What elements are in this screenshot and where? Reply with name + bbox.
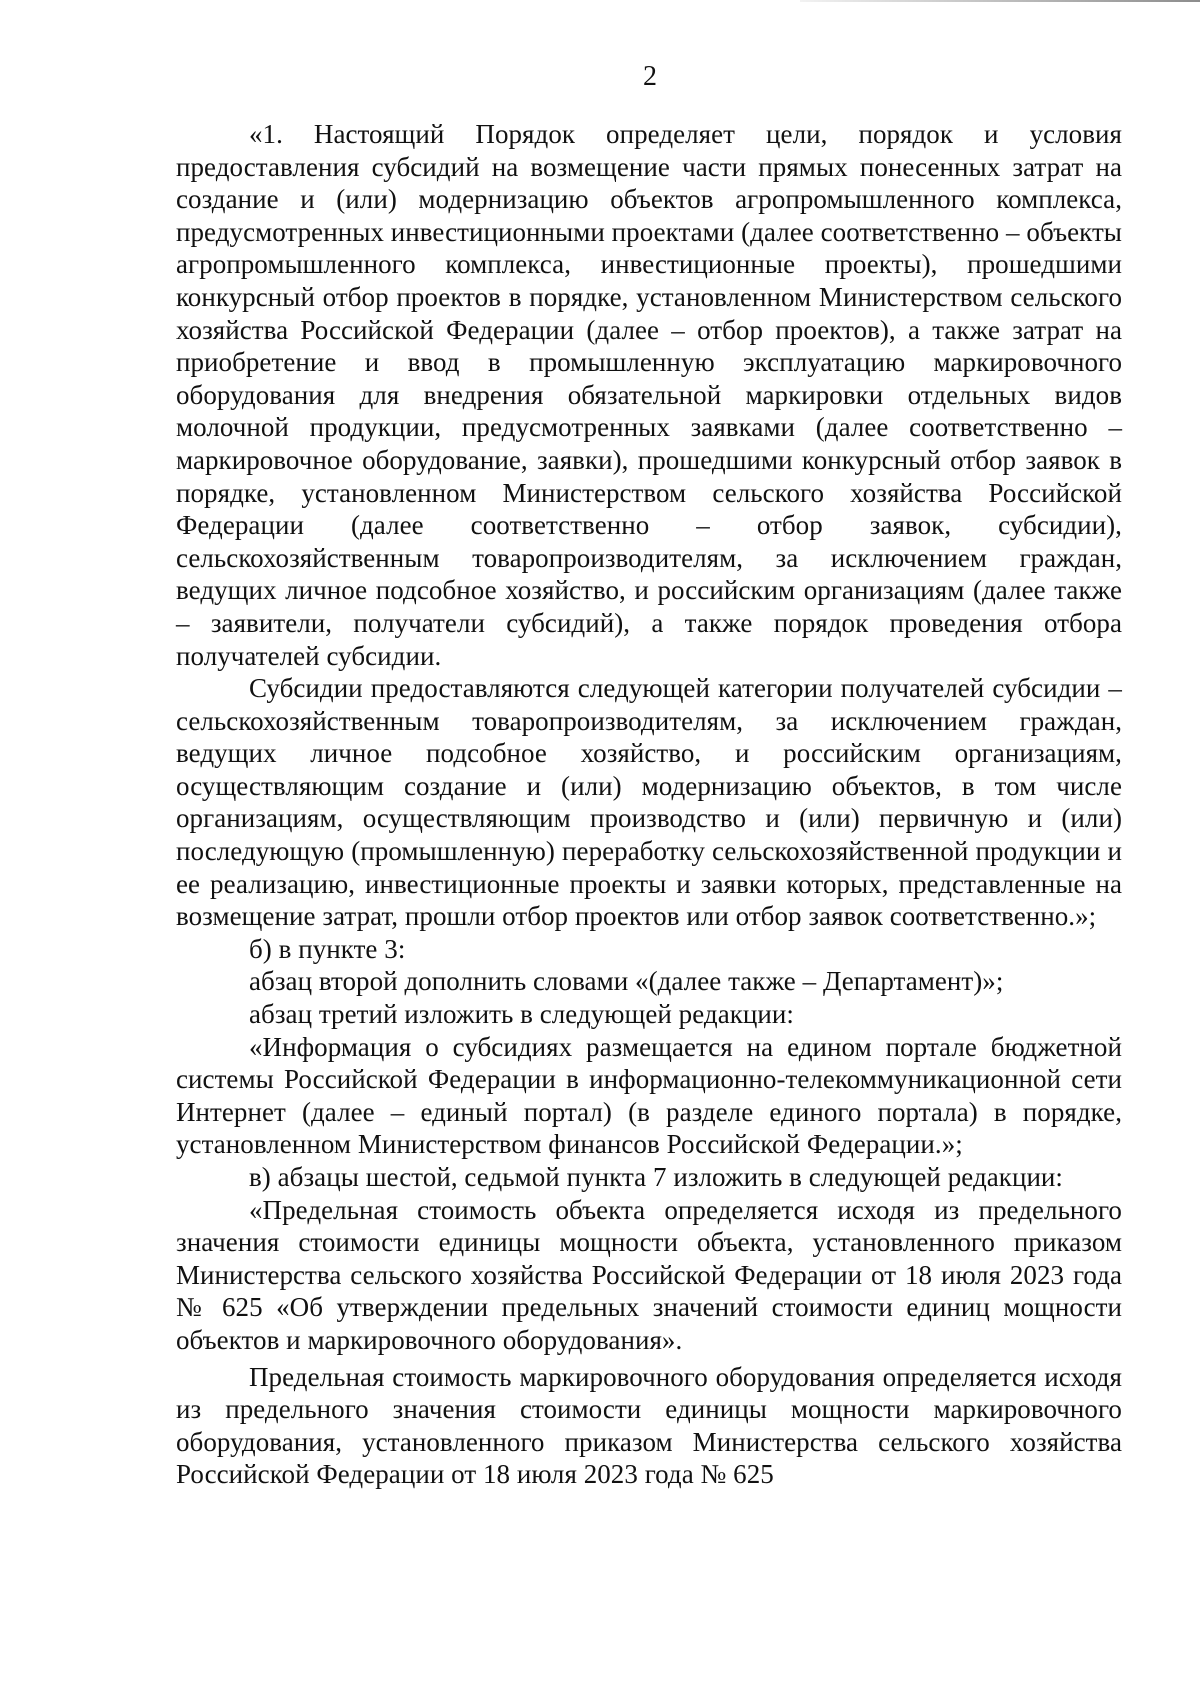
page-number: 2 bbox=[643, 61, 657, 92]
paragraph-object-max-cost: «Предельная стоимость объекта определяется исходя из предельного значения стоимости единицы мощности объекта, установленного приказом Министерства сельского хозяйства Российской Федерации от 18 июля 2023 года № 625 «Об утверждении предельных значений стоимости единиц мощности объектов и маркировочного оборудования». bbox=[176, 1194, 1122, 1355]
paragraph-clause-b: б) в пункте 3: bbox=[249, 933, 406, 964]
paragraph-equipment-max-cost: Предельная стоимость маркировочного оборудования определяется исходя из предельного значения стоимости единицы мощности маркировочного оборудования, установленного приказом Министерства сельского хозяйства Российской Федерации от 18 июля 2023 года № 625 bbox=[176, 1361, 1122, 1490]
paragraph-second-abzac-addition: абзац второй дополнить словами «(далее также – Департамент)»; bbox=[249, 966, 1004, 997]
paragraph-third-abzac-intro: абзац третий изложить в следующей редакции: bbox=[249, 999, 794, 1030]
paragraph-clause-v: в) абзацы шестой, седьмой пункта 7 изложить в следующей редакции: bbox=[249, 1162, 1063, 1192]
paragraph-subsidy-information: «Информация о субсидиях размещается на едином портале бюджетной системы Российской Федерации в информационно-телекоммуникационной сети Интернет (далее – единый портал) (в разделе единого портала) в порядке, установленном Министерством финансов Российской Федерации.»; bbox=[176, 1031, 1122, 1160]
document-body bbox=[176, 118, 1122, 1491]
paragraph-subsidy-recipients: Субсидии предоставляются следующей категории получателей субсидии – сельскохозяйственным товаропроизводителям, за исключением граждан, ведущих личное подсобное хозяйство, и российским организациям, осуществляющим создание и (или) модернизацию объектов, в том числе организациям, осуществляющим производство и (или) первичную и (или) последующую (промышленную) переработку сельскохозяйственной продукции и ее реализацию, инвестиционные проекты и заявки которых, представленные на возмещение затрат, прошли отбор проектов или отбор заявок соответственно.»; bbox=[176, 673, 1122, 932]
paragraph-item-1-purpose: «1. Настоящий Порядок определяет цели, порядок и условия предоставления субсидий на возмещение части прямых понесенных затрат на создание и (или) модернизацию объектов агропромышленного комплекса, предусмотренных инвестиционными проектами (далее соответственно – объекты агропромышленного комплекса, инвестиционные проекты), прошедшими конкурсный отбор проектов в порядке, установленном Министерством сельского хозяйства Российской Федерации (далее – отбор проектов), а также затрат на приобретение и ввод в промышленную эксплуатацию маркировочного оборудования для внедрения обязательной маркировки отдельных видов молочной продукции, предусмотренных заявками (далее соответственно – маркировочное оборудование, заявки), прошедшими конкурсный отбор заявок в порядке, установленном Министерством сельского хозяйства Российской Федерации (далее соответственно – отбор заявок, субсидии), сельскохозяйственным товаропроизводителям, за исключением граждан, ведущих личное подсобное хозяйство, и российским организациям (далее также – заявители, получатели субсидий), а также порядок проведения отбора получателей субсидии. bbox=[176, 119, 1122, 671]
scan-edge-mark bbox=[800, 0, 1200, 2]
